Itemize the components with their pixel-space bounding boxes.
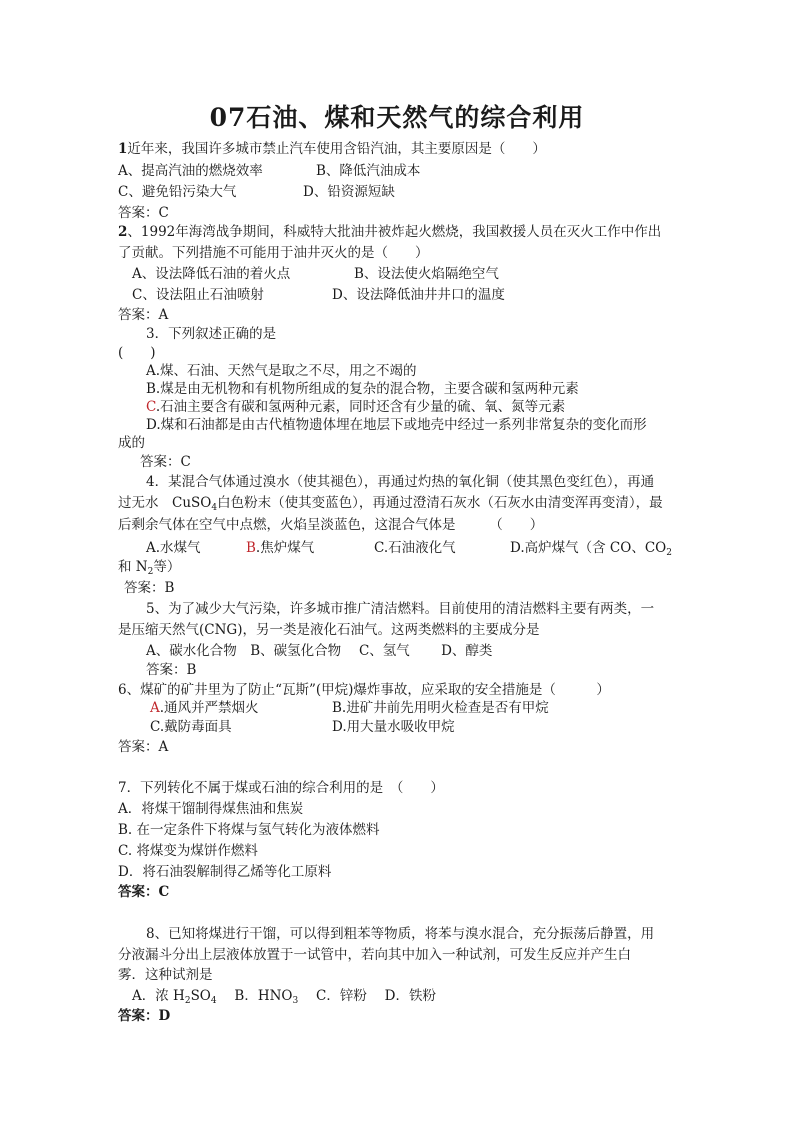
q2-option-c: C、设法阻止石油喷射 [132, 287, 264, 303]
q4-stem-line1: 4．某混合气体通过溴水（使其褪色），再通过灼热的氧化铜（使其黑色变红色），再通 [146, 474, 655, 490]
q6-option-a-text: .通风并严禁烟火 [159, 700, 259, 716]
q4-stem-line2 [118, 494, 663, 512]
q1-option-d: D、铅资源短缺 [303, 184, 395, 200]
q8-stem-line1: 8、已知将煤进行干馏，可以得到粗苯等物质，将苯与溴水混合，充分振荡后静置，用 [146, 926, 655, 942]
q8-options-cd: C．锌粉 D．铁粉 [298, 988, 436, 1004]
q7-option-b: B. 在一定条件下将煤与氢气转化为液体燃料 [118, 822, 380, 838]
q3-option-d-line2: 成的 [118, 435, 145, 451]
q4-option-d-line2 [118, 558, 180, 576]
q8-options [132, 987, 436, 1005]
q8-option-a-subscript-2: 4 [210, 996, 217, 1006]
q2-answer: 答案：A [118, 307, 169, 323]
q6-option-c: C.戴防毒面具 [150, 719, 232, 735]
q3-stem: 3．下列叙述正确的是 [146, 326, 277, 342]
q4-option-d-line2-subscript: 2 [147, 567, 154, 577]
q1-stem-text: 近年来，我国许多城市禁止汽车使用含铅汽油，其主要原因是（ ） [127, 141, 546, 157]
q6-option-d: D.用大量水吸收甲烷 [332, 719, 455, 735]
q2-option-b: B、设法使火焰隔绝空气 [354, 266, 499, 282]
q4-stem-line3: 后剩余气体在空气中点燃，火焰呈淡蓝色，这混合气体是 （ ） [118, 517, 544, 533]
q8-option-a: A．浓 H [132, 988, 185, 1004]
q1-option-c: C、避免铅污染大气 [118, 184, 237, 200]
q1-stem [118, 140, 546, 158]
q8-stem-line2: 分液漏斗分出上层液体放置于一试管中，若向其中加入一种试剂，可发生反应并产生白 [118, 947, 631, 963]
q6-stem: 6、煤矿的矿井里为了防止“瓦斯”(甲烷)爆炸事故，应采取的安全措施是（ ） [118, 682, 610, 698]
q8-option-b-subscript: 3 [292, 996, 299, 1006]
q3-paren: ( ) [118, 345, 156, 361]
q4-option-d-line2-b: 等） [153, 559, 181, 575]
q7-answer: 答案：C [118, 884, 170, 900]
q6-option-a [150, 699, 259, 717]
q2-stem-line2: 了贡献。下列措施不可能用于油井灭火的是（ ） [118, 245, 429, 261]
q2-option-d: D、设法降低油井井口的温度 [332, 287, 505, 303]
q2-stem-text: 、1992年海湾战争期间，科威特大批油井被炸起火燃烧，我国救援人员在灭火工作中作出 [127, 224, 662, 240]
q4-stem-line2-b: 白色粉末（使其变蓝色），再通过澄清石灰水（石灰水由清变浑再变清），最 [217, 495, 663, 511]
q5-answer: 答案：B [146, 662, 197, 678]
q7-option-a: A．将煤干馏制得煤焦油和焦炭 [118, 801, 304, 817]
q3-option-c-text: .石油主要含有碳和氢两种元素，同时还含有少量的硫、氧、氮等元素 [155, 399, 566, 415]
page-title: 07石油、煤和天然气的综合利用 [209, 103, 585, 132]
q4-option-c: C.石油液化气 [374, 540, 456, 556]
q7-option-c: C. 将煤变为煤饼作燃料 [118, 843, 258, 859]
q8-option-a-tail: SO [190, 988, 211, 1004]
q8-answer: 答案：D [118, 1008, 171, 1024]
q1-answer: 答案：C [118, 205, 169, 221]
q3-option-d-line1: D.煤和石油都是由古代植物遗体埋在地层下或地壳中经过一系列非常复杂的变化而形 [146, 417, 647, 433]
q4-answer: 答案：B [124, 580, 175, 596]
q4-option-d-line1 [510, 539, 672, 557]
q7-stem: 7．下列转化不属于煤或石油的综合利用的是 （ ） [118, 780, 444, 796]
q3-option-a: A.煤、石油、天然气是取之不尽，用之不竭的 [146, 363, 417, 379]
q4-stem-line2-a: 过无水 CuSO [118, 495, 212, 511]
q4-subscript: 4 [211, 503, 218, 513]
q4-option-d-subscript: 2 [666, 548, 672, 558]
q6-answer: 答案：A [118, 739, 169, 755]
q4-option-b-letter: B [246, 540, 256, 556]
q5-options: A、碳水化合物 B、碳氢化合物 C、氢气 D、醇类 [146, 643, 493, 659]
q2-option-a: A、设法降低石油的着火点 [132, 266, 291, 282]
q3-answer: 答案：C [140, 454, 191, 470]
q6-option-a-letter: A [150, 700, 160, 716]
q8-option-a-subscript-1: 2 [184, 996, 191, 1006]
q1-option-b: B、降低汽油成本 [316, 163, 421, 179]
q6-option-b: B.进矿井前先用明火检查是否有甲烷 [332, 700, 549, 716]
q3-option-c [146, 398, 565, 416]
q4-option-b [246, 539, 314, 557]
q4-option-b-text: .焦炉煤气 [255, 540, 315, 556]
q3-option-c-letter: C [146, 399, 156, 415]
q3-option-b: B.煤是由无机物和有机物所组成的复杂的混合物，主要含碳和氢两种元素 [146, 381, 579, 397]
q7-option-d: D．将石油裂解制得乙烯等化工原料 [118, 864, 332, 880]
q5-stem-line2: 是压缩天然气(CNG)，另一类是液化石油气。这两类燃料的主要成分是 [118, 622, 540, 638]
q4-option-a: A.水煤气 [146, 540, 201, 556]
q5-stem-line1: 5、为了减少大气污染，许多城市推广清洁燃料。目前使用的清洁燃料主要有两类，一 [146, 601, 655, 617]
q8-option-b: B．HNO [216, 988, 293, 1004]
q1-number: 1 [118, 141, 128, 157]
q2-number: 2 [118, 224, 128, 240]
q4-option-d-line2-a: 和 N [118, 559, 148, 575]
q1-option-a: A、提高汽油的燃烧效率 [118, 163, 263, 179]
q4-option-d-text: D.高炉煤气（含 CO、CO [510, 540, 667, 556]
q8-stem-line3: 雾．这种试剂是 [118, 967, 213, 983]
q2-stem-line1 [118, 223, 661, 241]
